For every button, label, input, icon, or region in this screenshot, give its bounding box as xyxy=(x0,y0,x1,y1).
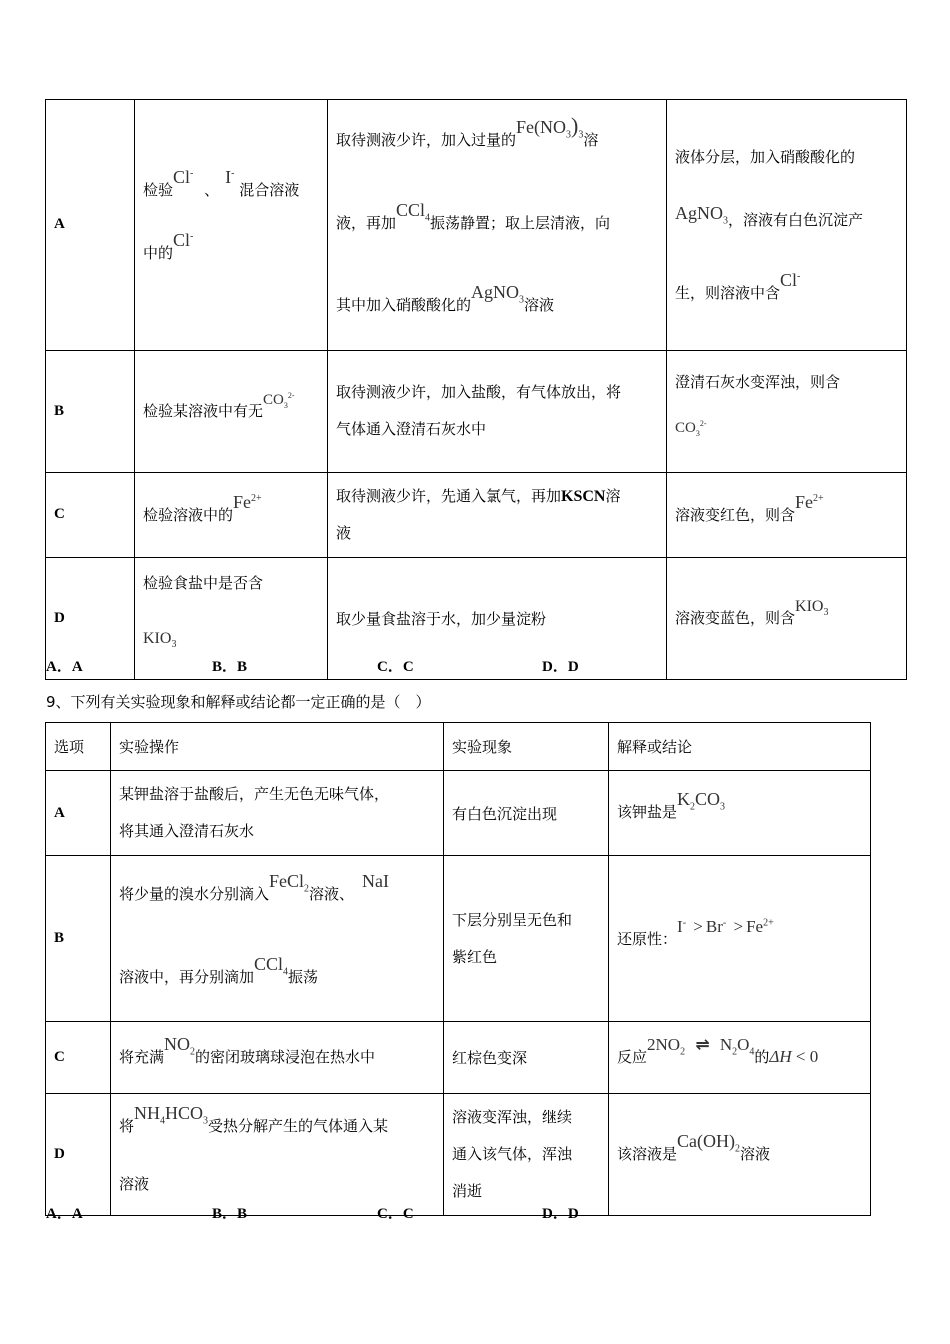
phenomenon-cell: 溶液变浑浊，继续 通入该气体，浑浊 消逝 xyxy=(444,1094,609,1216)
potassium-iodate-formula: $KIO_3$ xyxy=(795,597,829,618)
operation-cell: 将充满$NO_2$的密闭玻璃球浸泡在热水中 xyxy=(111,1022,444,1094)
option-c: C．C xyxy=(377,1206,414,1222)
iron-nitrate-formula: $Fe(NO_3)_3$ xyxy=(516,113,584,141)
calcium-hydroxide-formula: $Ca(OH)_2$ xyxy=(677,1130,740,1155)
header-conclusion: 解释或结论 xyxy=(609,723,871,771)
option-b: B．B xyxy=(212,659,248,675)
potassium-iodate-formula: $KIO_3$ xyxy=(143,630,177,651)
table-row xyxy=(46,472,907,557)
operation-cell: 将少量的溴水分别滴入FeCl$_2$溶液、NaI 溶液中，再分别滴加CCl$_4$振荡 xyxy=(111,856,444,1022)
option-a: A．A xyxy=(46,659,83,675)
experiment-table-1 xyxy=(45,99,907,680)
operation-cell: 取待测液少许，加入盐酸，有气体放出，将 气体通入澄清石灰水中 xyxy=(328,350,667,472)
purpose-cell: 检验溶液中的$Fe^{2+}$ xyxy=(135,472,328,557)
result-cell: 溶液变红色，则含$Fe^{2+}$ xyxy=(667,472,907,557)
phenomenon-cell: 下层分别呈无色和 紫红色 xyxy=(444,856,609,1022)
ferrous-ion: $Fe^{2+}$ xyxy=(233,492,262,513)
purpose-cell: 检验食盐中是否含 $KIO_3$ xyxy=(135,557,328,679)
equilibrium-equation: $2NO_2$ ⇌ $N_2O_4$ xyxy=(647,1034,755,1058)
header-option: 选项 xyxy=(46,723,111,771)
sodium-iodide-formula: NaI xyxy=(362,871,390,891)
row-label: A xyxy=(46,100,135,351)
result-cell: 液体分层，加入硝酸酸化的 AgNO$_3$，溶液有白色沉淀产 生，则溶液中含Cl- xyxy=(667,100,907,351)
experiment-table-2 xyxy=(45,722,871,1216)
row-label: C xyxy=(46,1022,111,1094)
operation-cell: 取待测液少许，先通入氯气，再加KSCN溶 液 xyxy=(328,472,667,557)
conclusion-cell: 反应$2NO_2$ ⇌ $N_2O_4$的ΔH < 0 xyxy=(609,1022,871,1094)
phenomenon-cell: 红棕色变深 xyxy=(444,1022,609,1094)
operation-cell: 取少量食盐溶于水，加少量淀粉 xyxy=(328,557,667,679)
ccl4-formula: CCl$_4$ xyxy=(396,199,431,224)
silver-nitrate-formula: AgNO$_3$ xyxy=(675,202,728,227)
operation-cell: 取待测液少许，加入过量的$Fe(NO_3)_3$溶 液，再加CCl$_4$振荡静置；取上层清液，向 其中加入硝酸酸化的AgNO$_3$溶液 xyxy=(328,100,667,351)
table-row xyxy=(46,350,907,472)
option-c: C．C xyxy=(377,659,414,675)
conclusion-cell: 还原性：$I^- > Br^- > Fe^{2+}$ xyxy=(609,856,871,1022)
option-d: D．D xyxy=(542,659,579,675)
row-label: C xyxy=(46,472,135,557)
carbonate-ion: $CO_3^{2-}$ xyxy=(263,391,295,411)
header-operation: 实验操作 xyxy=(111,723,444,771)
ferrous-ion: $Fe^{2+}$ xyxy=(795,492,824,513)
row-label: D xyxy=(46,1094,111,1216)
header-phenomenon: 实验现象 xyxy=(444,723,609,771)
row-label: B xyxy=(46,350,135,472)
carbonate-ion: $CO_3^{2-}$ xyxy=(675,418,707,438)
option-d: D．D xyxy=(542,1206,579,1222)
reducibility-order: $I^- > Br^- > Fe^{2+}$ xyxy=(677,917,774,937)
table-row xyxy=(46,100,907,351)
table-row xyxy=(46,771,871,856)
enthalpy-condition: ΔH < 0 xyxy=(769,1046,819,1066)
iodide-ion: I- xyxy=(225,166,235,187)
result-cell: 澄清石灰水变浑浊，则含 $CO_3^{2-}$ xyxy=(667,350,907,472)
operation-cell: 某钾盐溶于盐酸后，产生无色无味气体， 将其通入澄清石灰水 xyxy=(111,771,444,856)
chloride-ion: Cl- xyxy=(173,166,194,187)
conclusion-cell: 该溶液是$Ca(OH)_2$溶液 xyxy=(609,1094,871,1216)
result-cell: 溶液变蓝色，则含$KIO_3$ xyxy=(667,557,907,679)
potassium-carbonate-formula: $K_2CO_3$ xyxy=(677,789,726,813)
purpose-cell: 检验Cl- 、I- 混合溶液 中的Cl- xyxy=(135,100,328,351)
chloride-ion: Cl- xyxy=(780,270,801,291)
row-label: D xyxy=(46,557,135,679)
silver-nitrate-formula: AgNO$_3$ xyxy=(471,282,525,306)
ammonium-bicarbonate-formula: $NH_4HCO_3$ xyxy=(134,1103,209,1127)
phenomenon-cell: 有白色沉淀出现 xyxy=(444,771,609,856)
table-row xyxy=(46,856,871,1022)
table-row xyxy=(46,557,907,679)
table-row xyxy=(46,1022,871,1094)
table-header-row xyxy=(46,723,871,771)
option-a: A．A xyxy=(46,1206,83,1222)
ccl4-formula: CCl$_4$ xyxy=(254,953,289,978)
operation-cell: 将$NH_4HCO_3$受热分解产生的气体通入某 溶液 xyxy=(111,1094,444,1216)
question-9: 9、下列有关实验现象和解释或结论都一定正确的是（ ） xyxy=(46,693,431,711)
table-row xyxy=(46,1094,871,1216)
ferrous-chloride-formula: FeCl$_2$ xyxy=(269,871,310,895)
conclusion-cell: 该钾盐是$K_2CO_3$ xyxy=(609,771,871,856)
row-label: A xyxy=(46,771,111,856)
chloride-ion: Cl- xyxy=(173,229,194,250)
row-label: B xyxy=(46,856,111,1022)
nitrogen-dioxide-formula: $NO_2$ xyxy=(164,1033,196,1058)
option-b: B．B xyxy=(212,1206,248,1222)
purpose-cell: 检验某溶液中有无$CO_3^{2-}$ xyxy=(135,350,328,472)
